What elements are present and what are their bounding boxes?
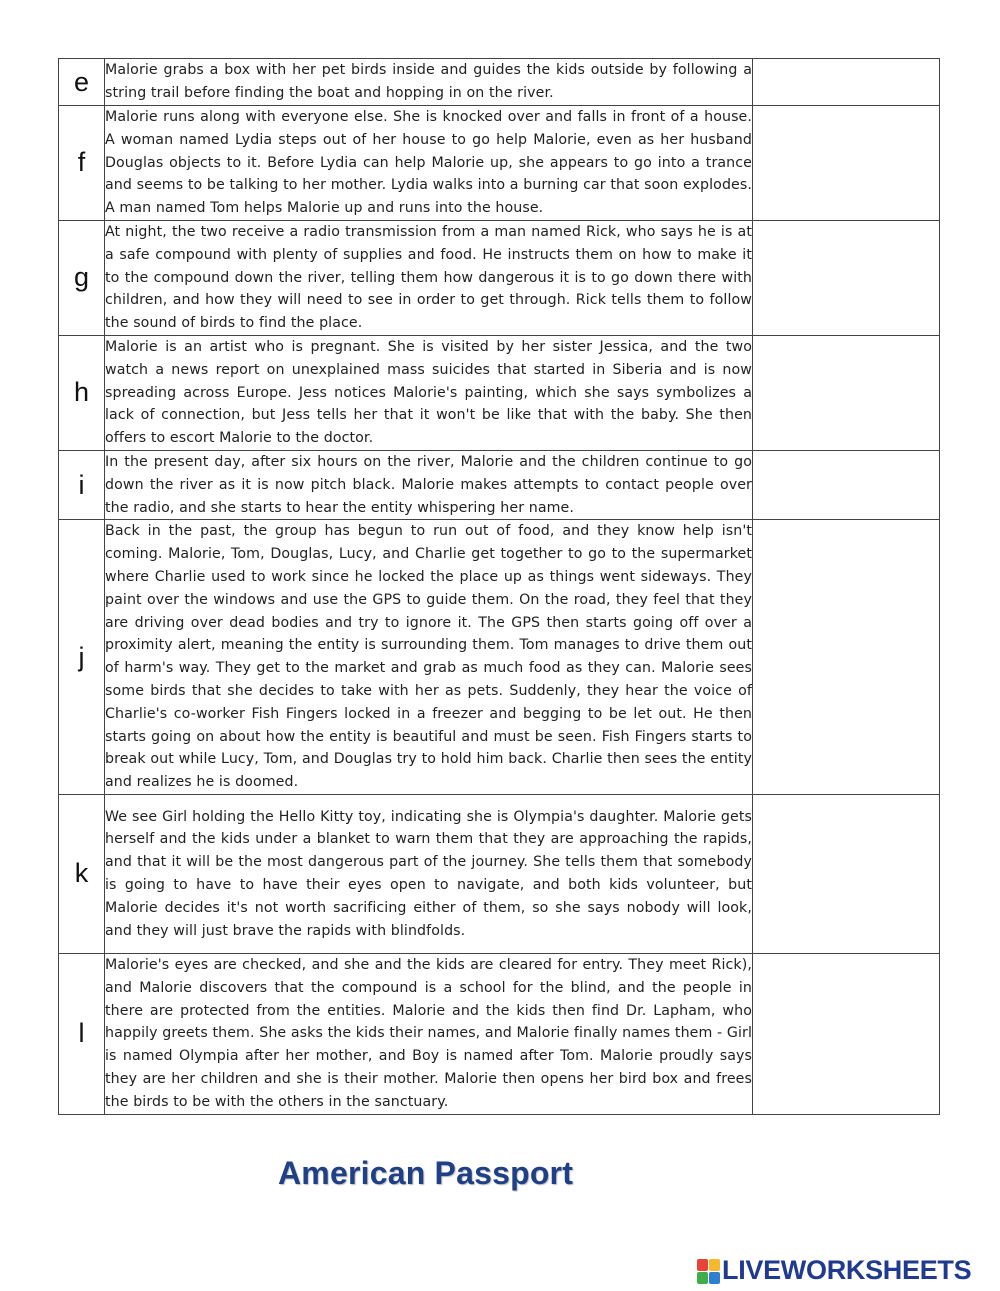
table-row bbox=[59, 450, 940, 519]
answer-field[interactable] bbox=[753, 106, 940, 221]
logo-tile-red bbox=[697, 1259, 708, 1271]
row-letter: i bbox=[59, 450, 105, 519]
logo-text: LIVEWORKSHEETS bbox=[722, 1255, 972, 1285]
logo-tile-blue bbox=[709, 1272, 720, 1284]
row-letter: h bbox=[59, 335, 105, 450]
row-letter: j bbox=[59, 520, 105, 795]
row-text: At night, the two receive a radio transmission from a man named Rick, who says he is at a safe compound with plenty of supplies and food. He instructs them on how to make it to the compound down the river, telling them how dangerous it is to go down there with children, and how they will need to see in order to get through. Rick tells them to follow the sound of birds to find the place. bbox=[105, 220, 753, 335]
table-row bbox=[59, 59, 940, 106]
story-table bbox=[58, 58, 940, 1115]
answer-input[interactable] bbox=[753, 475, 939, 495]
answer-field[interactable] bbox=[753, 220, 940, 335]
table-row bbox=[59, 520, 940, 795]
answer-input[interactable] bbox=[753, 268, 939, 288]
answer-input[interactable] bbox=[753, 153, 939, 173]
answer-input[interactable] bbox=[753, 1024, 939, 1044]
table-row bbox=[59, 220, 940, 335]
liveworksheets-logo[interactable] bbox=[697, 1255, 971, 1286]
table-row bbox=[59, 335, 940, 450]
liveworksheets-logo-icon bbox=[697, 1259, 719, 1283]
row-text: Malorie grabs a box with her pet birds inside and guides the kids outside by following a string trail before finding the boat and hopping in on the river. bbox=[105, 59, 753, 106]
story-table-body bbox=[59, 59, 940, 1115]
answer-input[interactable] bbox=[753, 647, 939, 667]
answer-input[interactable] bbox=[753, 72, 939, 92]
logo-tile-yellow bbox=[709, 1259, 720, 1271]
answer-field[interactable] bbox=[753, 59, 940, 106]
answer-input[interactable] bbox=[753, 864, 939, 884]
row-letter: g bbox=[59, 220, 105, 335]
answer-field[interactable] bbox=[753, 520, 940, 795]
row-letter: f bbox=[59, 106, 105, 221]
row-letter: e bbox=[59, 59, 105, 106]
row-text: Malorie runs along with everyone else. She is knocked over and falls in front of a house. A woman named Lydia steps out of her house to go help Malorie, even as her husband Douglas objects to it. Before Lydia can help Malorie up, she appears to go into a trance and seems to be talking to her mother. Lydia walks into a burning car that soon explodes. A man named Tom helps Malorie up and runs into the house. bbox=[105, 106, 753, 221]
logo-tile-green bbox=[697, 1272, 708, 1284]
row-text: Malorie's eyes are checked, and she and the kids are cleared for entry. They meet Rick), and Malorie discovers that the compound is a school for the blind, and the people in there are protected from the entities. Malorie and the kids then find Dr. Lapham, who happily greets them. She asks the kids their names, and Malorie finally names them - Girl is named Olympia after her mother, and Boy is named after Tom. Malorie proudly says they are her children and she is their mother. Malorie then opens her bird box and frees the birds to be with the others in the sanctuary. bbox=[105, 953, 753, 1114]
row-letter: l bbox=[59, 953, 105, 1114]
answer-field[interactable] bbox=[753, 794, 940, 953]
row-text: We see Girl holding the Hello Kitty toy, indicating she is Olympia's daughter. Malorie gets herself and the kids under a blanket to warn them that they are approaching the rapids, and that it will be the most dangerous part of the journey. She tells them that somebody is going to have to have their eyes open to navigate, and both kids volunteer, but Malorie decides it's not worth sacrificing either of them, so she says nobody will look, and they will just brave the rapids with blindfolds. bbox=[105, 794, 753, 953]
answer-field[interactable] bbox=[753, 335, 940, 450]
row-text: Back in the past, the group has begun to run out of food, and they know help isn't coming. Malorie, Tom, Douglas, Lucy, and Charlie get together to go to the supermarket where Charlie used to work since he locked the place up as things went sideways. They paint over the windows and use the GPS to guide them. On the road, they feel that they are driving over dead bodies and try to ignore it. The GPS then starts going off over a proximity alert, meaning the entity is surrounding them. Tom manages to drive them out of harm's way. They get to the market and grab as much food as they can. Malorie sees some birds that she decides to take with her as pets. Suddenly, they hear the voice of Charlie's co-worker Fish Fingers locked in a freezer and begging to be let out. He then starts going on about how the entity is beautiful and must be seen. Fish Fingers starts to break out while Lucy, Tom, and Douglas try to hold him back. Charlie then sees the entity and realizes he is doomed. bbox=[105, 520, 753, 795]
page-heading: American Passport bbox=[278, 1155, 574, 1191]
answer-field[interactable] bbox=[753, 953, 940, 1114]
table-row bbox=[59, 106, 940, 221]
table-row bbox=[59, 953, 940, 1114]
row-text: Malorie is an artist who is pregnant. She is visited by her sister Jessica, and the two watch a news report on unexplained mass suicides that started in Siberia and is now spreading across Europe. Jess notices Malorie's painting, which she says symbolizes a lack of connection, but Jess tells her that it won't be like that with the baby. She then offers to escort Malorie to the doctor. bbox=[105, 335, 753, 450]
table-row bbox=[59, 794, 940, 953]
row-letter: k bbox=[59, 794, 105, 953]
answer-field[interactable] bbox=[753, 450, 940, 519]
answer-input[interactable] bbox=[753, 383, 939, 403]
row-text: In the present day, after six hours on the river, Malorie and the children continue to go down the river as it is now pitch black. Malorie makes attempts to contact people over the radio, and she starts to hear the entity whispering her name. bbox=[105, 450, 753, 519]
